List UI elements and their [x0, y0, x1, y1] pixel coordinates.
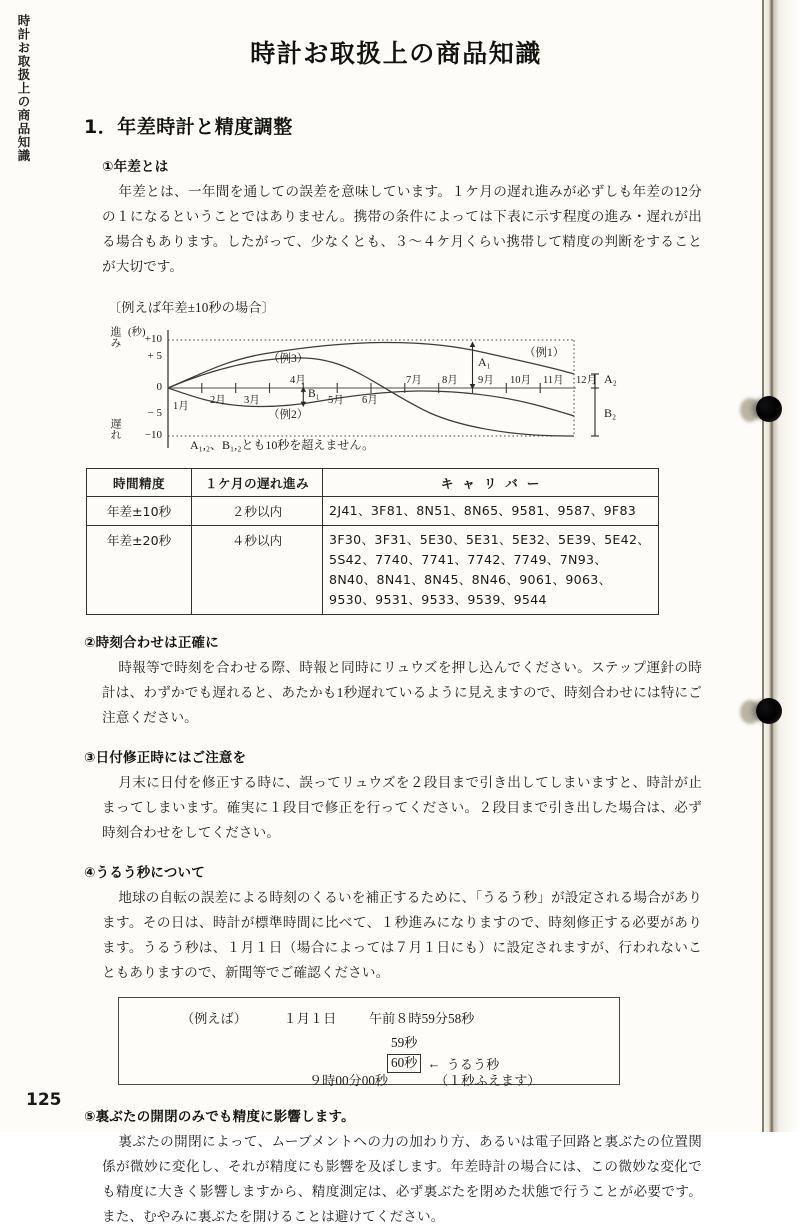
- xtick-9: 9月: [478, 375, 494, 386]
- paragraph-block-4: [102, 885, 702, 985]
- page-number: 125: [26, 1090, 62, 1110]
- side-tab-text: 時計お取扱上の商品知識: [16, 14, 31, 163]
- xtick-11: 11月: [543, 375, 564, 386]
- cell-accuracy: 年差±10秒: [87, 497, 192, 526]
- xtick-2: 2月: [210, 395, 226, 406]
- xtick-5: 5月: [328, 395, 344, 406]
- page-title: 時計お取扱上の商品知識: [250, 39, 542, 68]
- table-row: [87, 526, 659, 615]
- xtick-12: 12月: [576, 375, 597, 386]
- section-heading: 1．年差時計と精度調整: [84, 116, 293, 138]
- chart-axis-bottom-label: 遅れ: [109, 418, 121, 440]
- spec-table: [86, 468, 659, 615]
- ytick-p10: +10: [144, 333, 162, 345]
- chart-unit-label: (秒): [128, 327, 146, 338]
- cell-calibers: 3F30、3F31、5E30、5E31、5E32、5E39、5E42、5S42、7740、7741、7742、7749、7N93、8N40、8N41、8N45、8N46、9061、9063、9530、9531、9533、9539、9544: [323, 526, 659, 615]
- accuracy-chart: [106, 322, 646, 454]
- annotation-a2: A₂: [604, 372, 617, 386]
- paragraph: 地球の自転の誤差による時刻のくるいを補正するために、「うるう秒」が設定される場合があります。その日は、時計が標準時間に比べて、１秒進みになりますので、時刻修正する必要があります。うるう秒は、１月１日（場合によっては７月１日にも）に設定されますが、行われないこともありますので、新聞等でご確認ください。: [102, 890, 702, 980]
- subsection-heading-3: ③日付修正時にはご注意を: [84, 750, 247, 766]
- table-header-row: [87, 469, 659, 497]
- leap-second-example-box: [118, 997, 620, 1088]
- leap-example-label: （例えば）: [181, 1011, 247, 1026]
- leap-date: １月１日: [283, 1011, 337, 1026]
- leap-time-4: ９時00分00秒: [309, 1073, 389, 1088]
- col-header-accuracy: 時間精度: [87, 469, 192, 497]
- chart-footnote: A₁,₂、B₁,₂とも10秒を超えません。: [190, 438, 375, 452]
- annotation-b1: B₁: [308, 388, 320, 400]
- ytick-p5: + 5: [147, 350, 162, 362]
- leap-note: （１秒ふえます）: [435, 1073, 541, 1088]
- chart-axis-top-label: 進み: [109, 326, 121, 348]
- spine-line: [762, 0, 764, 1132]
- xtick-10: 10月: [510, 375, 531, 386]
- leap-line-1: [181, 1008, 474, 1027]
- xtick-4: 4月: [290, 375, 306, 386]
- xtick-6: 6月: [362, 395, 378, 406]
- paragraph-block-5: [102, 1129, 702, 1229]
- leap-time-2: 59秒: [391, 1035, 418, 1050]
- series-label-3: （例3）: [268, 353, 309, 365]
- paragraph-block-1: [102, 179, 702, 279]
- col-header-drift: １ケ月の遅れ進み: [192, 469, 323, 497]
- paragraph: 時報等で時刻を合わせる際、時報と同時にリュウズを押し込んでください。ステップ運針の時計は、わずかでも遅れると、あたかも1秒遅れているように見えますので、時刻合わせには特にご注意ください。: [102, 660, 702, 725]
- xtick-1: 1月: [173, 401, 189, 412]
- series-label-1: （例1）: [524, 347, 565, 359]
- chart-caption: 〔例えば年差±10秒の場合〕: [108, 300, 275, 315]
- subsection-heading-5: ⑤裏ぶたの開閉のみでも精度に影響します。: [84, 1109, 355, 1125]
- annotation-a1: A₁: [478, 355, 491, 369]
- accuracy-chart-svg: [106, 322, 646, 454]
- paragraph: 月末に日付を修正する時に、誤ってリュウズを２段目まで引き出してしまいますと、時計が止まってしまいます。確実に１段目で修正を行ってください。２段目まで引き出した場合は、必ず時刻合わせをしてください。: [102, 775, 702, 840]
- table-row: [87, 497, 659, 526]
- cell-accuracy: 年差±20秒: [87, 526, 192, 615]
- series-label-2: （例2）: [268, 409, 309, 421]
- ytick-0: 0: [156, 381, 162, 393]
- col-header-caliber: キャリバー: [323, 469, 659, 497]
- binder-hole-top: [756, 396, 782, 422]
- leap-second-label: うるう秒: [446, 1057, 500, 1072]
- cell-calibers: 2J41、3F81、8N51、8N65、9581、9587、9F83: [323, 497, 659, 526]
- xtick-8: 8月: [442, 375, 458, 386]
- leap-time-3-boxed: 60秒: [387, 1054, 421, 1073]
- ytick-m5: − 5: [147, 407, 162, 419]
- subsection-heading-4: ④うるう秒について: [84, 865, 205, 881]
- cell-drift: ２秒以内: [192, 497, 323, 526]
- paragraph: 年差とは、一年間を通しての誤差を意味しています。１ケ月の遅れ進みが必ずしも年差の12分の１になるということではありません。携帯の条件によっては下表に示す程度の進み・遅れが出る場合もあります。したがって、少なくとも、３～４ケ月くらい携帯して精度の判断をすることが大切です。: [102, 184, 702, 274]
- binder-hole-bottom: [756, 698, 782, 724]
- subsection-heading-1: ①年差とは: [102, 159, 169, 175]
- cell-drift: ４秒以内: [192, 526, 323, 615]
- page-content: [84, 0, 708, 1231]
- subsection-heading-2: ②時刻合わせは正確に: [84, 635, 219, 651]
- paragraph-block-2: [102, 655, 702, 730]
- binder-edge: [720, 0, 800, 1132]
- xtick-3: 3月: [244, 395, 260, 406]
- left-arrow-icon: ←: [427, 1055, 441, 1071]
- xtick-7: 7月: [406, 375, 422, 386]
- leap-time-1: 午前８時59分58秒: [368, 1011, 475, 1026]
- ytick-m10: −10: [144, 429, 162, 441]
- annotation-b2: B₂: [604, 406, 617, 420]
- paragraph-block-3: [102, 770, 702, 845]
- paragraph: 裏ぶたの開閉によって、ムーブメントへの力の加わり方、あるいは電子回路と裏ぶたの位置関係が微妙に変化し、それが精度にも影響を及ぼします。年差時計の場合には、この微妙な変化でも精度に大きく影響しますから、精度測定は、必ず裏ぶたを閉めた状態で行うことが必要です。また、むやみに裏ぶたを開けることは避けてください。: [102, 1134, 702, 1224]
